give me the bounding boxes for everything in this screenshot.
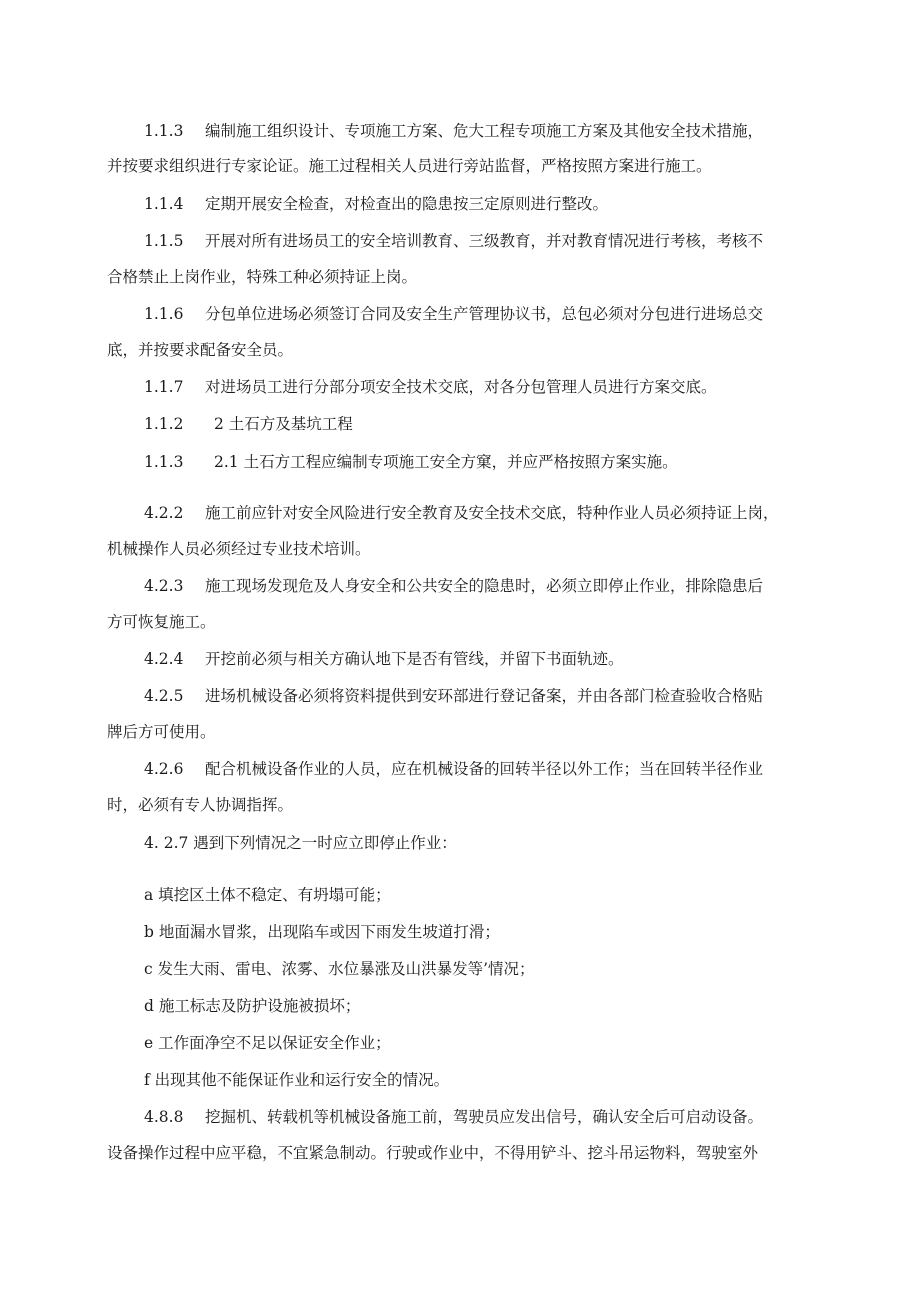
clause-text: 牌后方可使用。: [107, 723, 216, 741]
list-item: [144, 1069, 820, 1091]
clause-number: 1.1.3: [144, 453, 184, 471]
clause-continuation: [107, 339, 820, 361]
clause-text: 开挖前必须与相关方确认地下是否有管线，并留下书面轨迹。: [205, 650, 624, 668]
clause-text: 并按要求组织进行专家论证。施工过程相关人员进行旁站监督，严格按照方案进行施工。: [107, 157, 712, 175]
list-item-text: a 填挖区土体不稳定、有坍塌可能；: [144, 886, 391, 904]
clause-text: 合格禁止上岗作业，特殊工种必须持证上岗。: [107, 268, 418, 286]
clause-line: [144, 451, 820, 473]
clause-text: 编制施工组织设计、专项施工方案、危大工程专项施工方案及其他安全技术措施，: [205, 122, 764, 140]
clause-number: 1.1.4: [144, 195, 184, 213]
clause-text: 时，必须有专人协调指挥。: [107, 796, 294, 814]
clause-text: 方可恢复施工。: [107, 613, 216, 631]
clause-text: 2.1 土石方工程应编制专项施工安全方窠，并应严格按照方案实施。: [214, 453, 678, 471]
clause-number: 4.2.6: [144, 760, 184, 778]
clause-text: 配合机械设备作业的人员，应在机械设备的回转半径以外工作；当在回转半径作业: [205, 760, 764, 778]
clause-number: 4.8.8: [144, 1108, 184, 1126]
list-item-text: e 工作面净空不足以保证安全作业；: [144, 1034, 391, 1052]
clause-text: 开展对所有进场员工的安全培训教育、三级教育，并对教育情况进行考核，考核不: [205, 232, 764, 250]
list-item: [144, 921, 820, 943]
list-item: [144, 995, 820, 1017]
clause-line: [144, 685, 820, 707]
clause-text: 进场机械设备必须将资料提供到安环部进行登记备案，并由各部门检查验收合格贴: [205, 687, 764, 705]
clause-continuation: [107, 1142, 820, 1164]
list-item: [144, 958, 820, 980]
clause-number: 4.2.5: [144, 687, 184, 705]
clause-number: 1.1.6: [144, 305, 184, 323]
clause-line: [144, 230, 820, 252]
clause-text: 4. 2.7 遇到下列情况之一时应立即停止作业：: [144, 834, 457, 852]
clause-number: 1.1.5: [144, 232, 184, 250]
clause-line: [144, 502, 820, 524]
clause-line: [144, 575, 820, 597]
section-heading: [144, 413, 820, 435]
clause-number: 1.1.2: [144, 415, 184, 433]
list-item: [144, 1032, 820, 1054]
clause-text: 施工前应针对安全风险进行安全教育及安全技术交底，特种作业人员必须持证上岗，: [205, 504, 779, 522]
clause-text: 设备操作过程中应平稳，不宜紧急制动。行驶或作业中，不得用铲斗、挖斗吊运物料，驾驶室外: [107, 1144, 759, 1162]
clause-line: [144, 376, 820, 398]
clause-number: 1.1.7: [144, 378, 184, 396]
clause-text: 机械操作人员必须经过专业技术培训。: [107, 540, 371, 558]
clause-continuation: [107, 155, 820, 177]
clause-text: 底，并按要求配备安全员。: [107, 341, 294, 359]
clause-continuation: [107, 721, 820, 743]
clause-number: 4.2.3: [144, 577, 184, 595]
clause-line: [144, 832, 820, 854]
clause-continuation: [107, 794, 820, 816]
clause-number: 4.2.2: [144, 504, 184, 522]
list-item: [144, 884, 820, 906]
clause-number: 1.1.3: [144, 122, 184, 140]
clause-text: 施工现场发现危及人身安全和公共安全的隐患时，必须立即停止作业，排除隐患后: [205, 577, 764, 595]
clause-continuation: [107, 266, 820, 288]
clause-line: [144, 648, 820, 670]
section-title: 2 土石方及基坑工程: [214, 415, 353, 433]
clause-text: 对进场员工进行分部分项安全技术交底，对各分包管理人员进行方案交底。: [205, 378, 717, 396]
clause-line: [144, 303, 820, 325]
clause-number: 4.2.4: [144, 650, 184, 668]
list-item-text: f 出现其他不能保证作业和运行安全的情况。: [144, 1071, 450, 1089]
clause-continuation: [107, 538, 820, 560]
list-item-text: b 地面漏水冒浆，出现陷车或因下雨发生坡道打滑；: [144, 923, 500, 941]
clause-line: [144, 758, 820, 780]
clause-line: [144, 193, 820, 215]
clause-text: 定期开展安全检查，对检查出的隐患按三定原则进行整改。: [205, 195, 609, 213]
clause-text: 分包单位进场必须签订合同及安全生产管理协议书，总包必须对分包进行进场总交: [205, 305, 764, 323]
clause-text: 挖掘机、转载机等机械设备施工前，驾驶员应发出信号，确认安全后可启动设备。: [205, 1108, 764, 1126]
list-item-text: c 发生大雨、雷电、浓雾、水位暴涨及山洪暴发等’情况；: [144, 960, 535, 978]
list-item-text: d 施工标志及防护设施被损坏；: [144, 997, 361, 1015]
clause-line: [144, 1106, 820, 1128]
clause-line: [144, 120, 820, 142]
clause-continuation: [107, 611, 820, 633]
